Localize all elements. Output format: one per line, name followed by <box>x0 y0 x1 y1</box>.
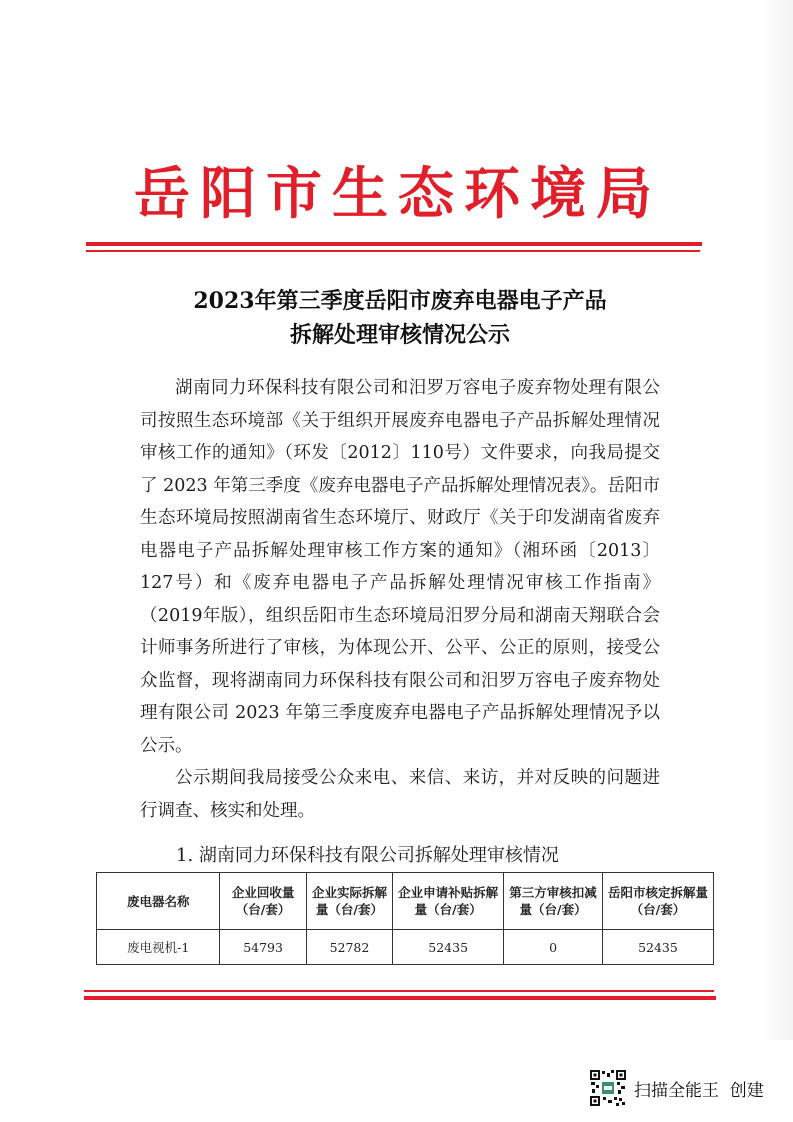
table-header-row <box>97 873 714 930</box>
footer-rule-thick <box>84 996 716 1000</box>
document-title <box>100 284 700 352</box>
column-header: 企业回收量（台/套） <box>220 873 306 930</box>
document-title-line-2: 拆解处理审核情况公示 <box>289 322 510 348</box>
page-edge-shadow <box>763 0 793 1040</box>
table-cell: 废电视机-1 <box>97 930 220 965</box>
table-cell: 0 <box>504 930 603 965</box>
table-cell: 52435 <box>393 930 504 965</box>
body-paragraph: 公示期间我局接受公众来电、来信、来访，并对反映的问题进行调查、核实和处理。 <box>140 768 660 821</box>
body-paragraph: 湖南同力环保科技有限公司和汨罗万容电子废弃物处理有限公司按照生态环境部《关于组织开展废弃电器电子产品拆解处理情况审核工作的通知》（环发〔2012〕110号）文件要求，向我局提交了 2023 年第三季度《废弃电器电子产品拆解处理情况表》。岳阳市生态环境局按照湖南省生态环境厅、财政厅《关于印发湖南省废弃电器电子产品拆解处理审核工作方案的通知》（湘环函〔2013〕127号）和《废弃电器电子产品拆解处理情况审核工作指南》（2019年版），组织岳阳市生态环境局汨罗分局和湖南天翔联合会计师事务所进行了审核，为体现公开、公平、公正的原则，接受公众监督，现将湖南同力环保科技有限公司和汨罗万容电子废弃物处理有限公司 2023 年第三季度废弃电器电子产品拆解处理情况予以公示。 <box>140 378 660 756</box>
column-header: 企业申请补贴拆解量（台/套） <box>393 873 504 930</box>
document-title-line-1: 2023年第三季度岳阳市废弃电器电子产品 <box>193 288 607 314</box>
document-body <box>140 372 660 827</box>
section-heading: 1. 湖南同力环保科技有限公司拆解处理审核情况 <box>176 845 559 866</box>
qr-code-icon <box>590 1070 626 1106</box>
table-cell: 52782 <box>306 930 392 965</box>
watermark-text: 扫描全能王 创建 <box>634 1080 764 1101</box>
letterhead-agency-name: 岳阳市生态环境局 <box>134 161 662 227</box>
column-header: 第三方审核扣减量（台/套） <box>504 873 603 930</box>
table-row <box>97 930 714 965</box>
table-cell: 54793 <box>220 930 306 965</box>
letterhead-rule-thick <box>86 242 702 246</box>
column-header: 岳阳市核定拆解量（台/套） <box>602 873 713 930</box>
audit-table <box>96 872 714 965</box>
scanner-watermark <box>590 1070 764 1106</box>
column-header: 废电器名称 <box>97 873 220 930</box>
table-cell: 52435 <box>602 930 713 965</box>
letterhead-rule-thin <box>86 250 700 252</box>
column-header: 企业实际拆解量（台/套） <box>306 873 392 930</box>
footer-rule-thin <box>84 990 714 992</box>
